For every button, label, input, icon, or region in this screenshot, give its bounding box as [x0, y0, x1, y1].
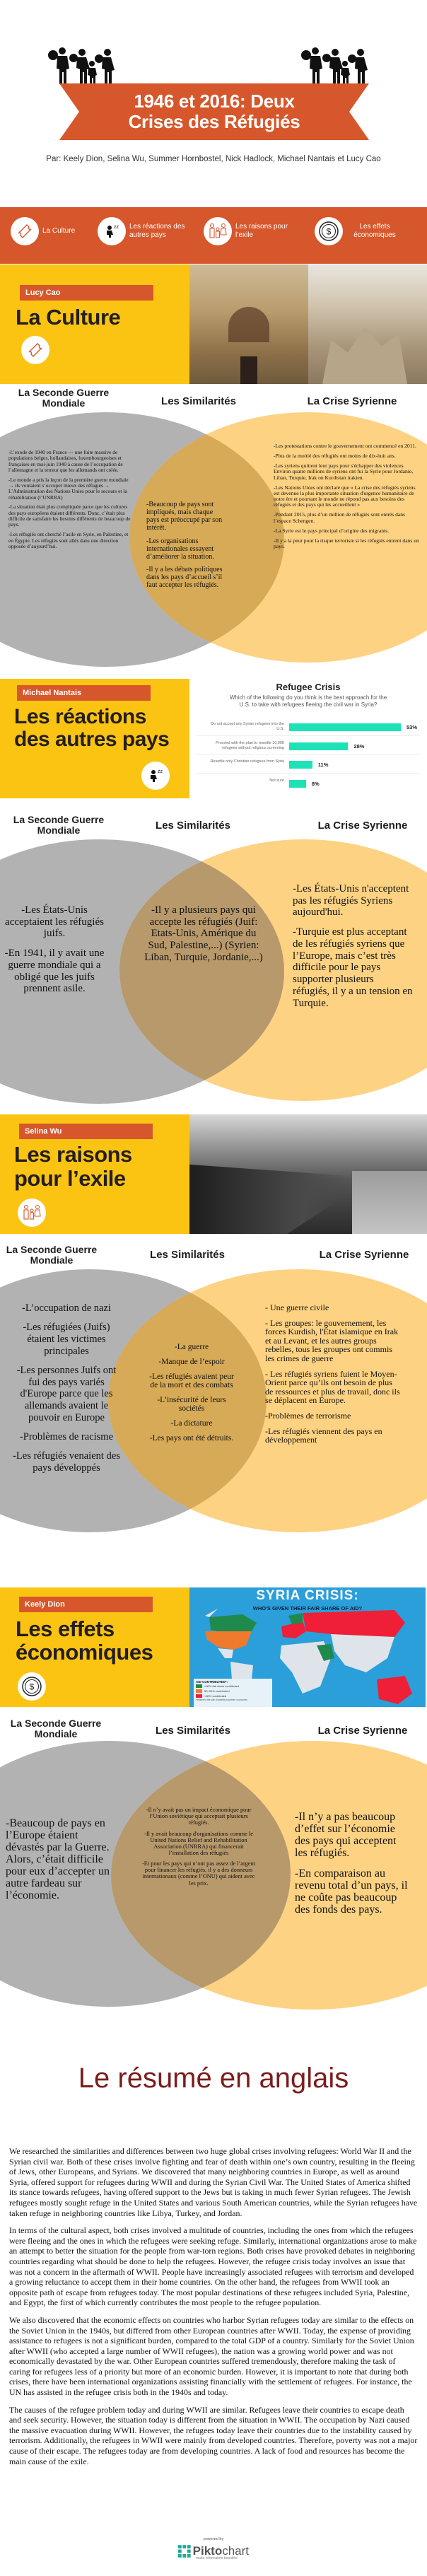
paragraph: -La Syrie est le pays principal d’origine des migrants. [274, 527, 390, 534]
title-line-2: Crises des Réfugiés [128, 111, 300, 132]
author-tag: Michael Nantais [17, 685, 151, 701]
nav-label: Les réactions des autres pays [129, 223, 185, 239]
venn-heading-ww2: La Seconde Guerre Mondiale [13, 814, 105, 836]
venn-left-text [1, 904, 107, 1003]
family-icon [204, 217, 232, 245]
venn-heading-syria: La Crise Syrienne [317, 820, 408, 832]
venn-heading-syria: La Crise Syrienne [319, 1249, 409, 1261]
brand-light: chart [222, 2544, 249, 2558]
map-legend [194, 1679, 272, 1707]
venn-left-text [13, 1302, 120, 1482]
row-divider [196, 735, 420, 736]
paragraph: We researched the similarities and differences between two huge global crises involving refugees: World War II and the Syrian civil war. Both of these crises involve fighting and fear of death within one’s own country, resulting in the fleeing of Jews, other Europeans, and Syrians. We discovered that many neighboring countries in Europe, as well as around Syria, offered support for refugees during WWII and during the Syrian Civil War. The United States of America shifted its stance towards refugees, having offered support to the Jews but is taking in much fewer Syrian refugees. The Jewish refugees mostly sought refuge in the United States and various South American countries, while the Syrian refugees have taken refuge in neighboring countries like Libya, Turkey, and Jordan. [9, 2146, 418, 2218]
paragraph: -Les États-Unis acceptaient les réfugiés juifs. [5, 904, 104, 940]
paragraph: -Les pays ont été détruits. [149, 1434, 234, 1443]
dollar-coin-icon [315, 217, 343, 245]
paragraph: We also discovered that the economic effects on countries who harbor Syrian refugees today are similar to the effects on the Soviet Union in the 1940s, but differed from other European countries after WWII. Today, the expense of providing assistance to refugees is not a significant burden, compared to the total GDP of a country. Similarly for the Soviet Union after WWII (who accepted a large number of WWII refugees), the nation was a growing world power and was not economically devastated by the war. Other European countries suffered tremendously, therefore making the task of caring for refugees less of a priority but more of an economic burden. However, it is important to note that during both crises, there have been international organizations assisting financially with the settlement of refugees. For instance, the UN has assisted in the refugee crisis both in the 1940s and today. [9, 2314, 414, 2398]
venn-right-text [265, 1303, 401, 1451]
chart-row [189, 741, 427, 759]
paragraph: -L’occupation de nazi [22, 1302, 111, 1314]
venn-left-text [6, 1817, 115, 1910]
chart-row [189, 779, 427, 797]
nav-item-economie[interactable] [315, 217, 403, 245]
destroyed-building-photo [308, 264, 427, 384]
legend-swatch [196, 1694, 202, 1698]
aid-world-map [189, 1587, 426, 1707]
title-banner [59, 83, 369, 140]
venn-heading-similarities: Les Similarités [156, 1725, 230, 1737]
paragraph: -La situation était plus compliquée parce que les cultures des pays européens étaient différents. Donc, c’était plus difficile de satisfaire les besoins différents de beaucoup de pays. [8, 503, 131, 528]
nav-label: La Culture [42, 227, 76, 235]
paragraph: -Problèmes de racisme [19, 1430, 114, 1443]
paragraph: -Turquie est plus acceptant de les réfugiés syriens que l’Europe, mais c’est très difficile pour le pays supporter plusieurs réfugiés, il y a un tension en Turquie. [293, 926, 413, 1009]
powered-by: powered by [203, 2537, 224, 2541]
row-divider [196, 773, 420, 774]
paragraph: -Les syriens quittent leur pays pour s'échapper des violences. Environ quatre millions de syriens ont fui la Syrie pour Jordanie, Liban, Turquie, Irak ou Kurdistan irakien. [274, 462, 414, 481]
paragraph: -Les Nations Unies ont déclaré que « La crise des réfugiés syriens est devenue la plus importante situation d'urgence humanitaire de notre ère et pourtant le monde ne répond pas aux besoins des réfugiés et des pays qui les accueillent » [274, 484, 416, 508]
paragraph: -Les réfugiés avaient peur de la mort et des combats [149, 1372, 234, 1390]
tagline: make information beautiful [196, 2556, 238, 2560]
legend-label: >90% fair share contributed [204, 1684, 240, 1688]
authors: Par: Keely Dion, Selina Wu, Summer Hornbostel, Nick Hadlock, Michael Nantais et Lucy Cao [46, 155, 381, 163]
paragraph: -Les réfugiés viennent des pays en développement [265, 1426, 382, 1445]
refugees-silhouette-icon [300, 47, 370, 85]
piktochart-logo[interactable] [178, 2537, 249, 2572]
kneeling-person-icon [98, 217, 126, 245]
legend-item [196, 1694, 270, 1698]
venn-right-text [295, 1811, 411, 1924]
venn-heading-syria: La Crise Syrienne [317, 1725, 408, 1737]
svg-text:$: $ [326, 226, 332, 237]
venn-heading-similarities: Les Similarités [150, 1249, 225, 1261]
paragraph: - Les groupes: le gouvernement, les forces Kurdish, l'État islamique en Irak et au Levant, et les autres groups rebelles, tous les groupes ont commis les crimes de guerre [265, 1317, 399, 1363]
venn-center-text [145, 1343, 238, 1449]
ticket-icon [21, 336, 49, 364]
author-tag: Keely Dion [19, 1597, 153, 1612]
venn-right-text [293, 883, 413, 1018]
section-title: La Culture [16, 305, 121, 330]
paragraph: -Les réfugiés ont cherché l’asile en Syrie, en Palestine, et en Égypte. Les réfugiés sont allés dans une direction opposée d’aujourd’hui. [8, 531, 129, 549]
paragraph: -Le monde a pris la leçon de la première guerre mondiale → ils voulaient s’occuper mieux des réfugiés → L’Administration des Nations Unies pour le secours et la réhabilitation (l’UNRRA) [8, 476, 129, 501]
nav-item-raisons[interactable] [204, 217, 292, 245]
refugee-poll-chart [189, 679, 427, 798]
legend-title: AID CONTRIBUTED*: [196, 1680, 228, 1684]
author-tag: Lucy Cao [20, 285, 153, 301]
dollar-coin-icon [18, 1672, 46, 1701]
legend-label: <50% contributed [204, 1694, 227, 1698]
ticket-icon [11, 217, 39, 245]
legend-label: 50–90% contributed [204, 1689, 230, 1693]
bar [289, 742, 348, 750]
paragraph: - Les réfugiés syriens fuient le Moyen- Orient parce qu’ils ont besoin de plus de ressources et plus de travail, donc ils se déplacent en Europe. [265, 1368, 400, 1406]
bar-value-label: 53% [406, 724, 418, 730]
piktochart-mark-icon [178, 2543, 191, 2559]
title-line-1: 1946 et 2016: Deux [134, 91, 295, 112]
nav-label: Les effets économiques [353, 223, 396, 239]
paragraph: -Il y a la peur pour la risque terroriste si les réfugiés entrent dans un pays. [274, 537, 419, 549]
legend-item [196, 1689, 270, 1694]
paragraph: -Il y avait beaucoup d'organisations comme le United Nations Relief and Rehabilitation Association (UNRRA) qui financerait l’installation des réfugiés [144, 1830, 253, 1856]
page-title [59, 91, 369, 132]
chart-row [189, 759, 427, 778]
legend-note: *relative to the size of wealthy countries' economies [196, 1698, 247, 1701]
paragraph: -La guerre [174, 1343, 209, 1351]
section-title: Les effets économiques [16, 1616, 153, 1665]
section-title: Les raisons pour l’exile [14, 1142, 132, 1191]
venn-center-text [140, 1807, 257, 1891]
section-header-raisons [0, 1114, 189, 1234]
venn-heading-syria: La Crise Syrienne [307, 395, 397, 407]
paragraph: -En comparaison au revenu total d’un pays, il ne coûte pas beaucoup des fonds des pays. [295, 1867, 408, 1916]
section-header-culture [0, 264, 189, 384]
venn-heading-ww2: La Seconde Guerre Mondiale [10, 1718, 102, 1739]
nav-item-reactions[interactable] [98, 217, 186, 245]
ww2-refugees-photo [189, 1114, 427, 1234]
venn-heading-ww2: La Seconde Guerre Mondiale [18, 387, 110, 409]
summary-title: Le résumé en anglais [78, 2063, 349, 2094]
chart-row [189, 722, 427, 740]
venn-heading-similarities: Les Similarités [161, 395, 236, 407]
section-nav [0, 207, 427, 264]
legend-swatch [196, 1689, 202, 1693]
svg-text:zz: zz [114, 225, 119, 230]
paragraph: -Manque de l’espoir [158, 1357, 225, 1366]
family-icon [18, 1199, 46, 1227]
section-title: Les réactions des autres pays [14, 705, 170, 751]
bar-label: Not sure [269, 779, 284, 783]
bar-value-label: 8% [311, 781, 320, 787]
bar-value-label: 11% [317, 762, 329, 768]
paragraph: -Il y a plusieurs pays qui accepte les réfugiés (Juif: Etats-Unis, Amérique du Sud, Palestine,...) (Syrien: Liban, Turquie, Jordanie,...) [144, 904, 263, 963]
brand-bold: Pikto [192, 2544, 223, 2558]
paragraph: -L’insécurité de leurs sociétés [157, 1396, 226, 1414]
svg-text:zz: zz [158, 769, 163, 774]
paragraph: - Une guerre civile [265, 1302, 329, 1312]
map-subtitle: WHO'S GIVEN THEIR FAIR SHARE OF AID? [252, 1605, 363, 1612]
legend-swatch [196, 1684, 202, 1688]
bar-label: Do not accept any Syrian refugees into the U.S. [211, 722, 284, 731]
venn-right-text [274, 443, 419, 554]
bar [289, 723, 401, 731]
venn-left-text [8, 450, 133, 554]
paragraph: -Les réfugiées (Juifs) étaient les victimes principales [23, 1322, 110, 1357]
paragraph: -Plus de la moitié des réfugiés ont moins de dix-huit ans. [274, 452, 396, 459]
bar [289, 761, 312, 769]
venn-heading-similarities: Les Similarités [156, 820, 230, 832]
bar-value-label: 28% [353, 743, 365, 750]
paragraph: In terms of the cultural aspect, both crises involved a multitude of countries, including the ones from which the refugees were fleeing and the ones in which the refugees were seeking refuge. Similarly, international organizations arose to make an attempt to better the situation for the people from war-torn regions. Both crises have provoked debates in neighboring countries regarding what should be done to help the refugees. However, the refugee crisis today involves an issue that was not a concern in the aftermath of WWII. People have increasingly associated refugees with terrorism and developed a growing reluctance to accept them in their home countries. On the other hand, the refugees from WWII took an opposite path of escape from refugees today. The most popular destinations of these refugees included Syria, Palestine, and Egypt, the first of which currently contributes the most people to the refugee population. [9, 2225, 417, 2308]
paragraph: -Les organisations internationales essayent d’améliorer la situation. [146, 537, 214, 561]
paragraph: -Les protestations contre le gouvernement ont commencé en 2011. [274, 443, 416, 449]
section-header-economie [0, 1587, 189, 1707]
paragraph: The causes of the refugee problem today and during WWII are similar. Refugees leave their countries to escape death and seek security. However, the situation today is different from the situation in WWII. The occupation by Nazi caused the massive evacuation during WWII. However, the refugees today leave their countries due to the instability caused by terrorism. Additionally, the refugees in WWII were mainly from developed countries. Therefore, poverty was not a major cause of their escape. The refugees today are from developing countries. A lack of food and resources has become the main cause of the exile. [9, 2404, 418, 2466]
bar [289, 780, 306, 788]
paragraph: -Les réfugiés venaient des pays développés [13, 1450, 120, 1474]
paragraph: -Et pour les pays qui n’ont pas assez de l’argent pour financer les réfugiés, il y a des donneurs internationaux (comme l’ONU) qui aident avec les prix. [141, 1860, 256, 1887]
bar-label: Resettle only Christian refugees from Syria [210, 759, 284, 764]
paragraph: -L’exode de 1940 en France --- une fuite massive de populations belges, hollandaises, luxembourgeoises et françaises en mai-juin 1940 à cause de l’occupation de l’allemagne et la terreur que les allemands ont créée. [8, 449, 123, 473]
refugees-silhouette-icon [47, 47, 117, 85]
paragraph: -En 1941, il y avait une guerre mondiale qui a obligé que les juifs prennent asile. [4, 948, 105, 995]
nav-item-culture[interactable] [11, 217, 99, 245]
paragraph: -Il n’y avait pas un impact économique pour l’Union soviétique qui acceptait plusieurs réfugiés. [146, 1807, 252, 1826]
paragraph: -Il y a les débats politiques dans les pays d’accueil s’il faut accepter les réfugiés. [146, 566, 223, 589]
paragraph: -Pendant 2015, plus d’un million de réfugiés sont entrés dans l’espace Schengen. [274, 511, 406, 524]
svg-text:$: $ [29, 1682, 35, 1692]
paragraph: -Beaucoup de pays en l’Europe étaient dévastés par la Guerre. Alors, c’était difficile pour eux d’accepter un autre fardeau sur l’économie. [6, 1817, 110, 1901]
section-header-reactions [0, 679, 189, 798]
paragraph: -La dictature [170, 1419, 213, 1428]
aleppo-building-photo [189, 264, 308, 384]
paragraph: -Beaucoup de pays sont impliqués, mais chaque pays est préoccupé par son intérêt. [146, 501, 223, 532]
author-tag: Selina Wu [19, 1124, 153, 1139]
legend-item [196, 1684, 270, 1689]
summary-text [9, 2146, 418, 2473]
kneeling-person-icon [141, 762, 170, 790]
venn-heading-ww2: La Seconde Guerre Mondiale [6, 1244, 98, 1266]
map-title: SYRIA CRISIS: [256, 1588, 359, 1603]
venn-center-text [146, 501, 226, 595]
chart-subtitle: Which of the following do you think is the best approach for the U.S. to take with refugees fleeing the civil war in Syria? [229, 694, 387, 708]
nav-label: Les raisons pour l’exile [235, 223, 288, 239]
paragraph: -Problèmes de terrorisme [265, 1410, 351, 1421]
chart-title: Refugee Crisis [276, 682, 341, 692]
venn-center-text [144, 904, 264, 972]
paragraph: -Les États-Unis n'acceptent pas les réfugiés Syriens aujourd'hui. [293, 883, 409, 919]
paragraph: -Il n’y a pas beaucoup d’effet sur l’économie des pays qui acceptent les réfugiés. [295, 1811, 397, 1859]
bar-label: Proceed with the plan to resettle 10,000 refugees without religious screening [216, 741, 284, 750]
paragraph: -Les personnes Juifs ont fui des pays variés d'Europe parce que les allemands avaient le pouvoir en Europe [16, 1365, 117, 1423]
